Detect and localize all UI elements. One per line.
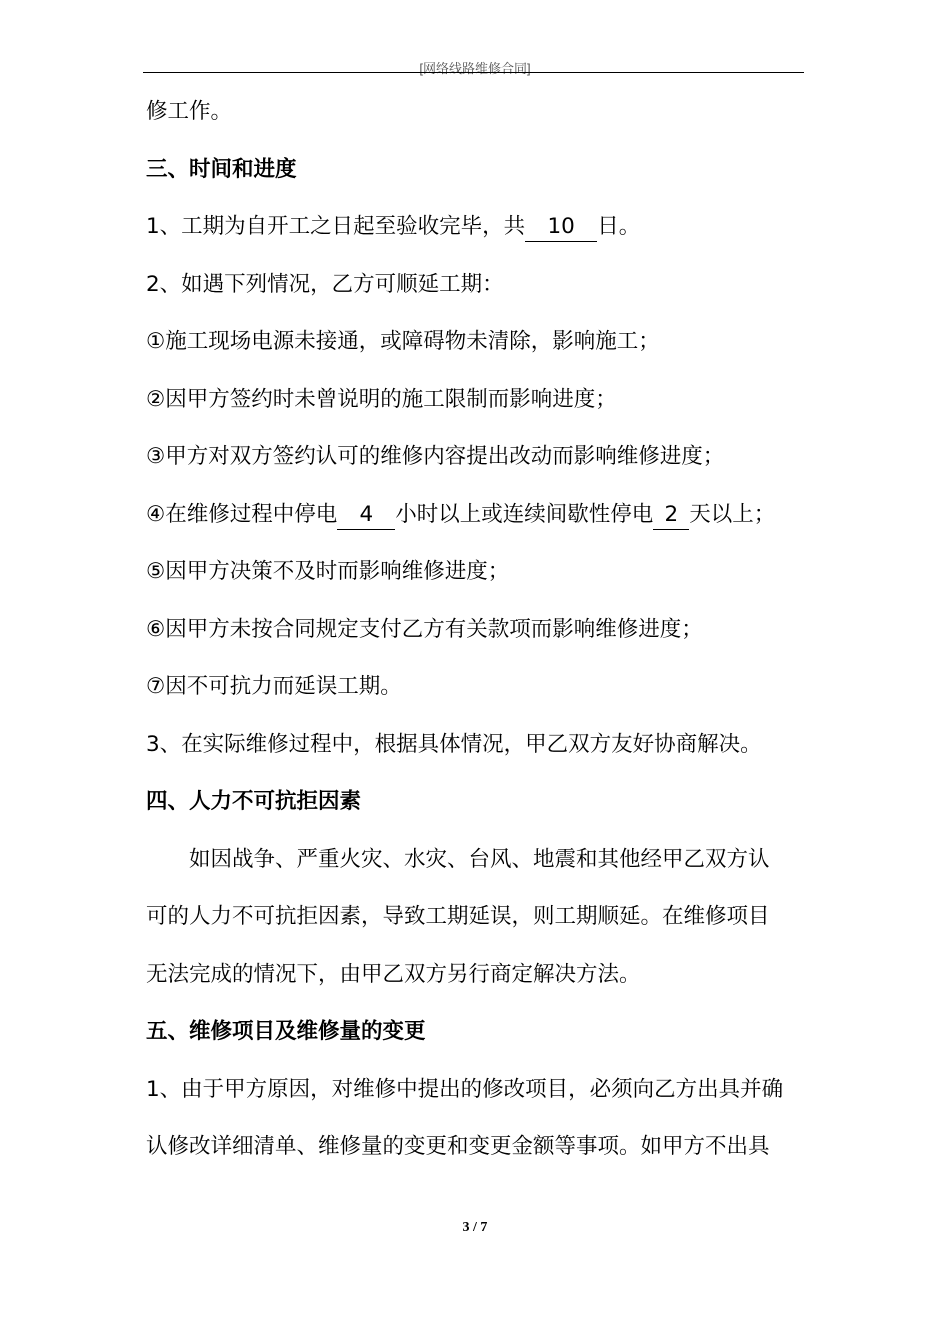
condition-item-4-text: ④在维修过程中停电 (146, 502, 338, 527)
condition-item-4-middle: 小时以上或连续间歇性停电 (395, 502, 654, 527)
condition-item-1: ①施工现场电源未接通，或障碍物未清除，影响施工； (146, 329, 660, 354)
clause-5-1-line-2: 认修改详细清单、维修量的变更和变更金额等事项。如甲方不出具 (146, 1134, 770, 1159)
blank-outage-days: 2 (653, 501, 689, 530)
clause-3-1-suffix: 日。 (597, 214, 641, 239)
force-majeure-paragraph-line-1: 如因战争、严重火灾、水灾、台风、地震和其他经甲乙双方认 (189, 847, 770, 872)
document-header-title: [网络线路维修合同] (419, 61, 531, 76)
condition-item-7: ⑦因不可抗力而延误工期。 (146, 674, 402, 699)
condition-item-6: ⑥因甲方未按合同规定支付乙方有关款项而影响维修进度； (146, 617, 703, 642)
condition-item-2: ②因甲方签约时未曾说明的施工限制而影响进度； (146, 387, 617, 412)
blank-outage-hours: 4 (337, 501, 395, 530)
condition-item-4-suffix: 天以上； (689, 502, 776, 527)
blank-duration-days: 10 (525, 213, 597, 242)
text-line-continuation: 修工作。 (146, 99, 233, 124)
clause-5-1-line-1: 1、由于甲方原因，对维修中提出的修改项目，必须向乙方出具并确 (146, 1077, 784, 1102)
clause-3-1-text: 1、工期为自开工之日起至验收完毕，共 (146, 214, 526, 239)
condition-item-3: ③甲方对双方签约认可的维修内容提出改动而影响维修进度； (146, 444, 725, 469)
clause-3-2: 2、如遇下列情况，乙方可顺延工期： (146, 272, 504, 297)
force-majeure-paragraph-line-2: 可的人力不可抗拒因素，导致工期延误，则工期顺延。在维修项目 (146, 904, 770, 929)
header-divider (143, 72, 804, 73)
condition-item-5: ⑤因甲方决策不及时而影响维修进度； (146, 559, 510, 584)
section-heading-change-orders: 五、维修项目及维修量的变更 (146, 1019, 426, 1044)
clause-3-1 (146, 212, 640, 242)
section-heading-time-schedule: 三、时间和进度 (146, 157, 297, 182)
clause-3-3: 3、在实际维修过程中，根据具体情况，甲乙双方友好协商解决。 (146, 732, 762, 757)
page-number: 3 / 7 (462, 1220, 488, 1235)
section-heading-force-majeure: 四、人力不可抗拒因素 (146, 789, 362, 814)
force-majeure-paragraph-line-3: 无法完成的情况下，由甲乙双方另行商定解决方法。 (146, 962, 641, 987)
condition-item-4 (146, 500, 775, 530)
